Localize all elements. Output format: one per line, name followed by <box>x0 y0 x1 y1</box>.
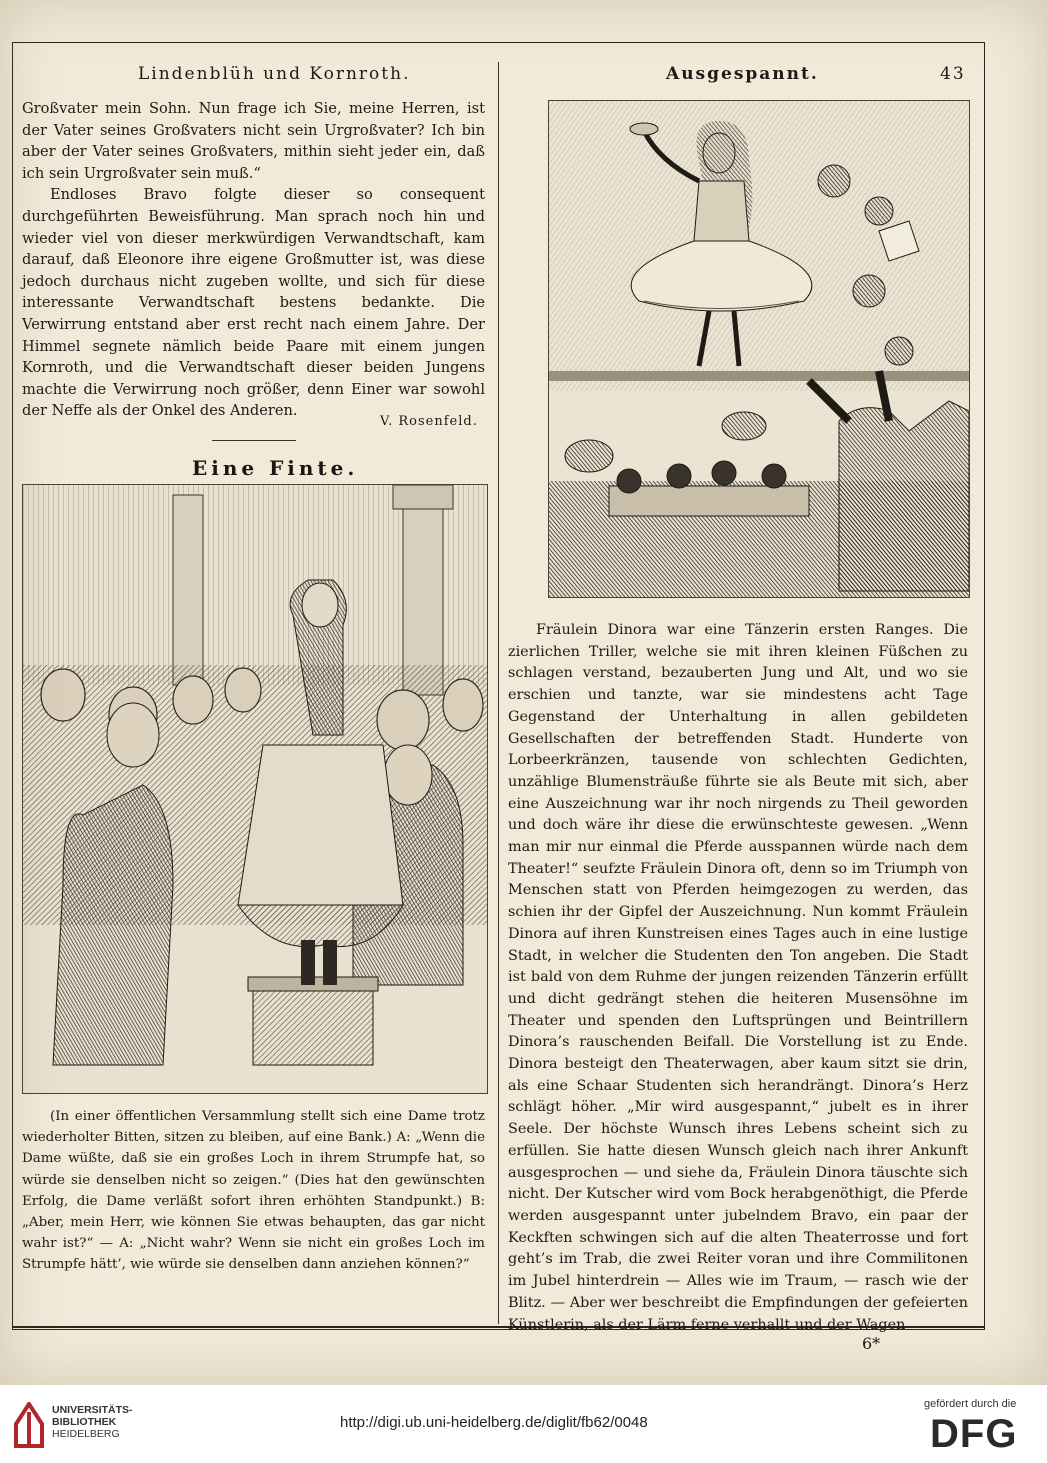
right-running-title: Ausgespannt. <box>666 64 819 84</box>
left-running-title: Lindenblüh und Kornroth. <box>138 64 411 84</box>
library-name-line: HEIDELBERG <box>52 1428 120 1440</box>
story-paragraph: Großvater mein Sohn. Nun frage ich Sie, meine Herren, ist der Vater seines Großvaters nicht sein Urgroßvater? Ich bin aber der Vater seines Großvaters, mithin sieht jeder ein, daß ich sein Urgroßvater sein muß.“ <box>22 100 485 182</box>
funding-note: gefördert durch die <box>924 1398 1017 1410</box>
story-paragraph: Endloses Bravo folgte dieser so consequent durchgeführten Beweisführung. Man sprach noch hin und wieder viel von dieser merkwürdigen Verwandtschaft, kam darauf, daß Eleonore ihre eigene Großmutter ist, was diese jedoch durchaus nicht zugeben wollte, und sich für diese interessante Verwandtschaft bestens bedankte. Die Verwirrung entstand aber erst recht nach einem Jahre. Der Himmel segnete nämlich beide Paare mit einem jungen Kornroth, und die Verwandtschaft dieser beiden Jungens machte die Verwirrung noch größer, denn Einer war sowohl der Neffe als der Onkel des Anderen. <box>22 186 485 420</box>
university-library-logo-icon <box>12 1402 46 1452</box>
section-separator <box>212 440 296 441</box>
frame-bottom-rule <box>12 1326 985 1328</box>
library-name-line: UNIVERSITÄTS- <box>52 1404 133 1416</box>
illustration-caption: (In einer öffentlichen Versammlung stellt sich eine Dame trotz wiederholter Bitten, sitzen zu bleiben, auf eine Bank.) A: „Wenn die Dame wüßte, daß sie ein großes Loch in ihrem Strumpfe hat, so würde sie denselben nicht so zeigen.“ (Dies hat den gewünschten Erfolg, die Dame verläßt sofort ihren erhöhten Standpunkt.) B: „Aber, mein Herr, wie können Sie etwas behaupten, das gar nicht wahr ist?“ — A: „Nicht wahr? Wenn sie nicht ein großes Loch im Strumpfe hätt’, wie würde sie denselben dann anziehen können?“ <box>22 1109 485 1273</box>
right-story-text: Fräulein Dinora war eine Tänzerin ersten Ranges. Die zierlichen Triller, welche sie mit ihren kleinen Füßchen zu schlagen verstand, bezauberten Jung und Alt, und wo sie erschien und tanzte, war sie mindestens acht Tage Gegenstand der Unterhaltung in allen gebildeten Gesellschaften der betreffenden Stadt. Hunderte von Lorbeerkränzen, tausende von schlechten Gedichten, unzählige Blumensträuße führte sie als Beute mit sich, aber eine Auszeichnung war ihr noch nirgends zu Theil geworden und doch wäre ihr diese die erwünschteste gewesen. „Wenn man mir nur einmal die Pferde ausspannen würde nach dem Theater!“ seufzte Fräulein Dinora oft, denn so im Triumph von Menschen statt von Pferden heimgezogen zu werden, das schien ihr der Gipfel der Auszeichnung. Nun kommt Fräulein Dinora auf ihren Kunstreisen eines Tages auch in eine lustige Stadt, in welcher die Studenten den Ton angeben. Die Stadt ist bald von dem Ruhme der jungen reizenden Tänzerin erfüllt und dicht gedrängt stehen die heiteren Musensöhne im Theater und spenden den Luftsprüngen und Beintrillern Dinora’s rauschenden Beifall. Die Vorstellung ist zu Ende. Dinora besteigt den Theaterwagen, aber kaum sitzt sie drin, als eine Schaar Studenten sich herandrängt. Dinora’s Herz schlägt höher. „Mir wird ausgespannt,“ jubelt es in ihrer Seele. Der höchste Wunsch ihres Lebens scheint sich zu erfüllen. Sie hatte diesen Wunsch gleich nach ihrer Ankunft ausgesprochen — und siehe da, Fräulein Dinora täuschte sich nicht. Der Kutscher wird vom Bock herabgenöthigt, die Pferde werden ausgespannt unter jubelndem Bravo, ein paar der Keckften schwingen sich auf die alten Theaterrosse und fort geht’s im Trab, die zwei Reiter voran und ihre Commilitonen im Jubel hinterdrein — Alles wie im Traum, — rasch wie der Blitz. — Aber wer beschreibt die Empfindungen der gefeierten Künstlerin, als der Lärm ferne verhallt und der Wagen <box>508 622 968 1333</box>
author-signature: V. Rosenfeld. <box>380 414 478 429</box>
left-story-text <box>22 98 485 422</box>
library-name-line: BIBLIOTHEK <box>52 1416 117 1428</box>
engraving-lady-on-bench <box>23 485 487 1093</box>
university-library-name <box>52 1404 133 1440</box>
illustration-dancer-on-stage <box>548 100 970 598</box>
signature-mark: 6* <box>862 1334 881 1353</box>
document-url-link[interactable]: http://digi.ub.uni-heidelberg.de/diglit/fb62/0048 <box>340 1414 648 1431</box>
page-number: 43 <box>940 64 966 84</box>
page-frame <box>12 42 985 1330</box>
dfg-logo: DFG <box>930 1412 1018 1456</box>
section-title: Eine Finte. <box>192 456 359 480</box>
column-divider <box>498 62 499 1324</box>
illustration-lady-on-bench <box>22 484 488 1094</box>
engraving-dancer-on-stage <box>549 101 969 597</box>
